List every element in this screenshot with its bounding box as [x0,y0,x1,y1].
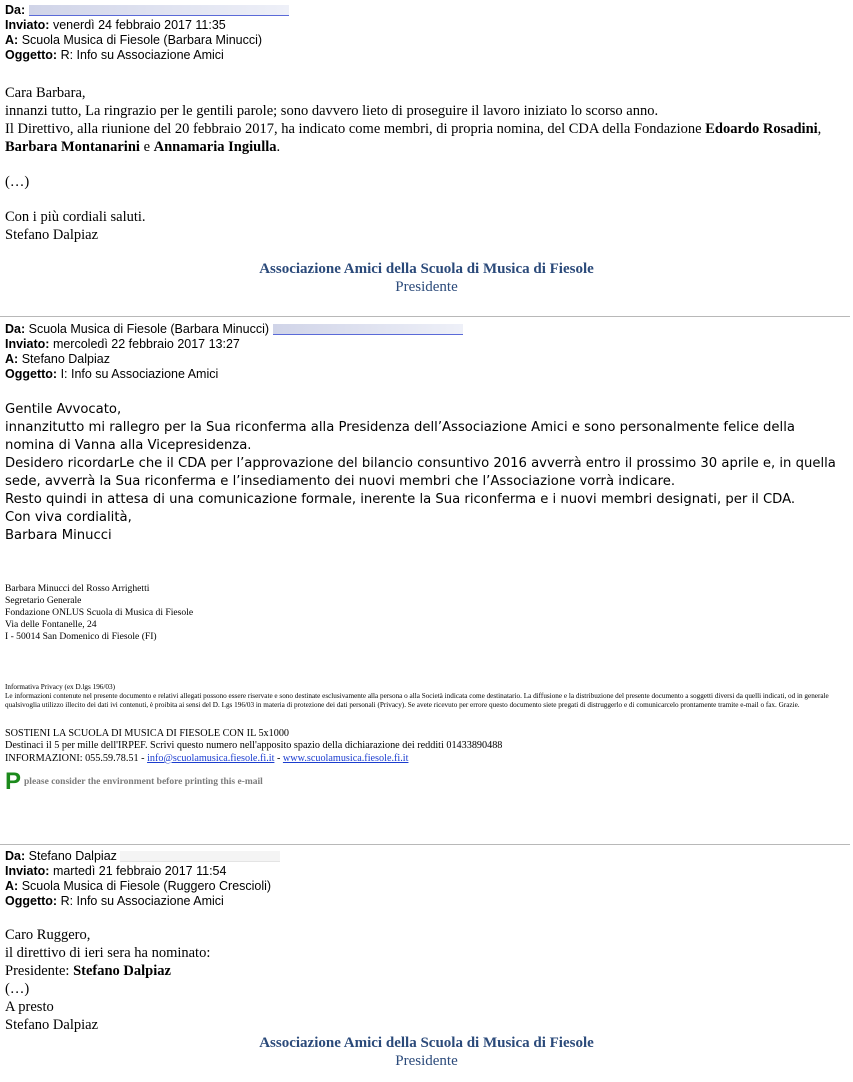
sent-value: mercoledì 22 febbraio 2017 13:27 [52,337,240,351]
from-row [5,322,853,337]
sent-label: Inviato: [5,18,50,32]
from-value: Stefano Dalpiaz [28,849,117,863]
role: Presidente [395,1053,458,1069]
role: Presidente [395,279,458,295]
email-2-signature-block [0,583,853,643]
redacted-email [273,324,463,335]
email-3-signature [0,1034,853,1070]
support-text: Destinaci il 5 per mille dell'IRPEF. Scrivi questo numero nell'apposito spazio della dichiarazione dei redditi 01433890488 [5,740,503,752]
green-p-icon: P [5,768,22,796]
email-1 [0,3,853,296]
sent-label: Inviato: [5,864,50,878]
body-line: innanzi tutto, La ringrazio per le gentili parole; sono davvero lieto di proseguire il lavoro iniziato lo scorso anno. [5,103,659,119]
signer: Stefano Dalpiaz [5,227,99,243]
to-row [5,352,853,367]
email-2-header [0,322,853,382]
subject-value: R: Info su Associazione Amici [60,48,224,62]
org-name: Associazione Amici della Scuola di Musica di Fiesole [259,261,594,277]
greeting: Gentile Avvocato, [5,402,122,417]
email-2-body [0,401,840,545]
from-label: Da: [5,849,26,863]
support-block [0,728,853,766]
closing: Con viva cordialità, [5,510,132,525]
from-row [5,3,853,18]
email-3 [0,849,853,1070]
body-text: Il Direttivo, alla riunione del 20 febbraio 2017, ha indicato come membri, di propria nomina, del CDA della Fondazione [5,121,706,137]
president-name: Stefano Dalpiaz [73,963,171,979]
to-value: Scuola Musica di Fiesole (Ruggero Crescioli) [21,879,272,893]
body-line [5,120,853,156]
sent-row [5,864,853,879]
ellipsis: (…) [5,174,30,190]
sig-line: I - 50014 San Domenico di Fiesole (FI) [5,631,157,642]
body-line [5,962,853,980]
to-label: A: [5,352,19,366]
signer: Stefano Dalpiaz [5,1017,99,1033]
subject-value: R: Info su Associazione Amici [60,894,224,908]
subject-label: Oggetto: [5,894,58,908]
sig-line: Barbara Minucci del Rosso Arrighetti [5,583,150,594]
sent-label: Inviato: [5,337,50,351]
greeting: Caro Ruggero, [5,927,91,943]
subject-label: Oggetto: [5,48,58,62]
sent-value: venerdì 24 febbraio 2017 11:35 [52,18,226,32]
separator: - [274,752,283,764]
to-row [5,33,853,48]
greeting: Cara Barbara, [5,85,86,101]
privacy-title: Informativa Privacy (ex D.lgs 196/03) [5,683,115,691]
info-label: INFORMAZIONI: 055.59.78.51 - [5,752,148,764]
body-paragraph: Resto quindi in attesa di una comunicazione formale, inerente la Sua riconferma e i nuovi membri designati, per il CDA. [5,492,796,507]
ellipsis: (…) [5,981,30,997]
sent-row [5,18,853,33]
sig-line: Fondazione ONLUS Scuola di Musica di Fiesole [5,607,194,618]
from-label: Da: [5,322,26,336]
body-line: il direttivo di ieri sera ha nominato: [5,945,211,961]
president-label: Presidente: [5,963,74,979]
sent-row [5,337,853,352]
info-web-link[interactable]: www.scuolamusica.fiesole.fi.it [282,752,409,764]
email-3-header [0,849,853,909]
support-title: SOSTIENI LA SCUOLA DI MUSICA DI FIESOLE CON IL 5x1000 [5,727,290,739]
to-label: A: [5,33,19,47]
subject-row [5,367,853,382]
subject-row [5,48,853,63]
redacted-sender [29,5,289,16]
subject-label: Oggetto: [5,367,58,381]
email-1-header [0,3,853,63]
environment-note [0,768,853,796]
member-name: Edoardo Rosadini [705,121,818,137]
closing: A presto [5,999,54,1015]
email-3-body [0,926,853,1034]
body-paragraph: Desidero ricordarLe che il CDA per l’approvazione del bilancio consuntivo 2016 avverrà entro il prossimo 30 aprile e, in quella sede, avverrà la Sua riconferma e l’insediamento dei nuovi membri che l’Associazione vorrà indicare. [5,456,836,489]
divider [0,316,850,317]
from-value: Scuola Musica di Fiesole (Barbara Minucci) [28,322,270,336]
subject-row [5,894,853,909]
email-1-signature [0,260,853,296]
body-paragraph: innanzitutto mi rallegro per la Sua riconferma alla Presidenza dell’Associazione Amici e sono personalmente felice della nomina di Vanna alla Vicepresidenza. [5,420,795,453]
to-value: Stefano Dalpiaz [21,352,110,366]
to-row [5,879,853,894]
to-label: A: [5,879,19,893]
member-name: Barbara Montanarini [5,139,140,155]
sig-line: Segretario Generale [5,595,82,606]
info-email-link[interactable]: info@scuolamusica.fiesole.fi.it [147,752,275,764]
info-line [5,753,853,766]
from-row [5,849,853,864]
to-value: Scuola Musica di Fiesole (Barbara Minucci) [21,33,263,47]
closing: Con i più cordiali saluti. [5,209,146,225]
privacy-notice [0,683,835,711]
subject-value: I: Info su Associazione Amici [60,367,219,381]
sent-value: martedì 21 febbraio 2017 11:54 [52,864,227,878]
email-1-body [0,84,853,244]
sig-line: Via delle Fontanelle, 24 [5,619,97,630]
signer: Barbara Minucci [5,528,112,543]
org-name: Associazione Amici della Scuola di Musica di Fiesole [259,1035,594,1051]
separator: , [817,121,822,137]
email-2 [0,322,853,796]
period: . [276,139,281,155]
environment-text: please consider the environment before printing this e-mail [24,777,263,788]
privacy-text: Le informazioni contenute nel presente documento e relativi allegati possono essere riservate e sono destinate esclusivamente alla persona o alla Società indicata come destinatario. La diffusione e la distribuzione del presente documento a soggetti diversi da quelli indicati, od in generale qualsivoglia utilizzo illecito dei dati ivi contenuti, è proibita ai sensi del D. Lgs 196/03 in materia di protezione dei dati personali (Privacy). Se avete ricevuto per errore questo documento siete pregati di distruggerlo e di comunicarcelo prontamente tramite e-mail o fax. Grazie. [5,692,829,710]
separator: e [139,139,154,155]
from-label: Da: [5,3,26,17]
member-name: Annamaria Ingiulla [153,139,277,155]
divider [0,844,850,845]
redacted-email [120,851,280,862]
